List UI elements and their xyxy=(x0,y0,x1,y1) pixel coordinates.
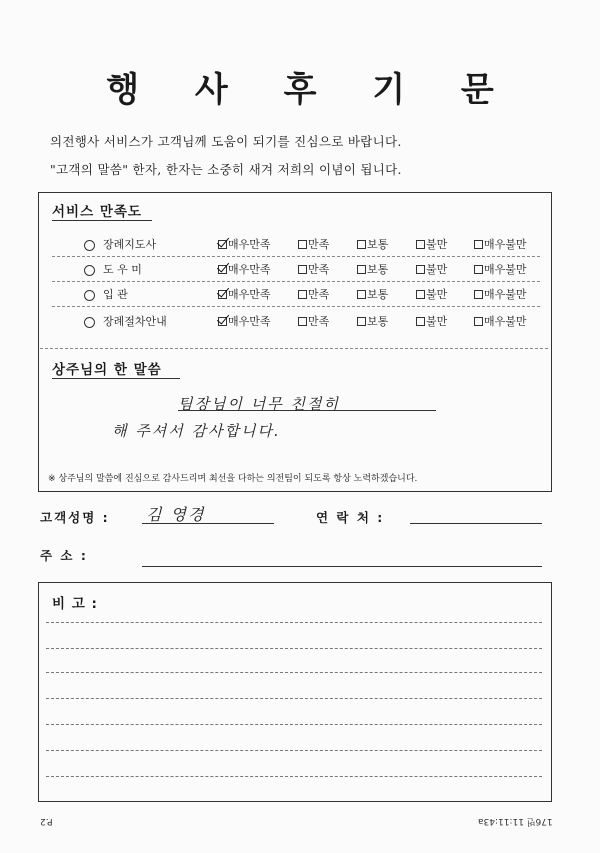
checked-checkbox-icon[interactable] xyxy=(218,265,227,274)
remarks-line[interactable] xyxy=(46,724,542,725)
remarks-line[interactable] xyxy=(46,648,542,649)
checkbox-icon[interactable] xyxy=(474,290,483,299)
satisfaction-option[interactable] xyxy=(474,313,527,329)
option-label: 매우만족 xyxy=(228,238,271,251)
option-label: 보통 xyxy=(367,315,389,328)
satisfaction-option[interactable] xyxy=(218,313,271,329)
intro-line-1: 의전행사 서비스가 고객님께 도움이 되기를 진심으로 바랍니다. xyxy=(50,134,402,149)
option-label: 불만 xyxy=(426,238,448,251)
checked-checkbox-icon[interactable] xyxy=(218,240,227,249)
remarks-heading: 비 고 : xyxy=(52,596,98,612)
handwritten-comment-line-2: 해 주셔서 감사합니다. xyxy=(112,422,281,440)
checkbox-icon[interactable] xyxy=(474,265,483,274)
remarks-box xyxy=(38,582,552,802)
option-label: 보통 xyxy=(367,288,389,301)
section-divider xyxy=(40,348,548,349)
circle-bullet-icon xyxy=(84,240,95,251)
checkbox-icon[interactable] xyxy=(298,240,307,249)
option-label: 만족 xyxy=(308,288,330,301)
customer-name-label: 고객성명 : xyxy=(40,510,110,525)
option-label: 매우만족 xyxy=(228,263,271,276)
option-label: 매우불만 xyxy=(484,315,527,328)
checkbox-icon[interactable] xyxy=(474,240,483,249)
satisfaction-option[interactable] xyxy=(416,236,447,252)
satisfaction-option[interactable] xyxy=(474,261,527,277)
item-label-text: 도 우 미 xyxy=(103,263,142,276)
option-label: 만족 xyxy=(308,263,330,276)
satisfaction-option[interactable] xyxy=(298,236,329,252)
option-label: 만족 xyxy=(308,315,330,328)
contact-field[interactable] xyxy=(410,523,542,524)
address-label: 주 소 : xyxy=(40,548,88,563)
remarks-line[interactable] xyxy=(46,750,542,751)
satisfaction-heading: 서비스 만족도 xyxy=(52,200,152,221)
option-label: 만족 xyxy=(308,238,330,251)
fax-stamp: 176번 11:11:43a xyxy=(478,816,553,826)
checkbox-icon[interactable] xyxy=(357,265,366,274)
checkbox-icon[interactable] xyxy=(416,290,425,299)
option-label: 보통 xyxy=(367,238,389,251)
circle-bullet-icon xyxy=(84,265,95,276)
satisfaction-option[interactable] xyxy=(218,261,271,277)
checkbox-icon[interactable] xyxy=(416,265,425,274)
item-label-text: 장례지도사 xyxy=(103,238,157,251)
satisfaction-item-label xyxy=(84,286,128,302)
satisfaction-option[interactable] xyxy=(357,261,388,277)
intro-line-2: "고객의 말씀" 한자, 한자는 소중히 새겨 저희의 이념이 됩니다. xyxy=(50,162,402,177)
satisfaction-option[interactable] xyxy=(474,236,527,252)
circle-bullet-icon xyxy=(84,317,95,328)
satisfaction-option[interactable] xyxy=(298,286,329,302)
comment-underline-1 xyxy=(178,410,436,411)
satisfaction-option[interactable] xyxy=(298,261,329,277)
page-title: 행 사 후 기 문 xyxy=(106,70,516,110)
remarks-line[interactable] xyxy=(46,672,542,673)
satisfaction-item-label xyxy=(84,313,167,329)
address-field[interactable] xyxy=(142,566,542,567)
checkbox-icon[interactable] xyxy=(298,317,307,326)
checked-checkbox-icon[interactable] xyxy=(218,317,227,326)
page-number: P.2 xyxy=(40,816,53,826)
checked-checkbox-icon[interactable] xyxy=(218,290,227,299)
customer-name-field[interactable] xyxy=(142,523,274,524)
circle-bullet-icon xyxy=(84,290,95,301)
checkbox-icon[interactable] xyxy=(416,317,425,326)
satisfaction-option[interactable] xyxy=(357,286,388,302)
option-label: 보통 xyxy=(367,263,389,276)
option-label: 불만 xyxy=(426,263,448,276)
item-label-text: 입 관 xyxy=(103,288,128,301)
satisfaction-option[interactable] xyxy=(416,313,447,329)
handwritten-comment-line-1: 팀장님이 너무 친절히 xyxy=(178,395,340,413)
option-label: 매우만족 xyxy=(228,315,271,328)
item-label-text: 장례절차안내 xyxy=(103,315,167,328)
option-label: 매우불만 xyxy=(484,263,527,276)
checkbox-icon[interactable] xyxy=(357,317,366,326)
checkbox-icon[interactable] xyxy=(357,240,366,249)
checkbox-icon[interactable] xyxy=(474,317,483,326)
row-divider xyxy=(52,256,540,257)
remarks-line[interactable] xyxy=(46,698,542,699)
remarks-line[interactable] xyxy=(46,622,542,623)
checkbox-icon[interactable] xyxy=(357,290,366,299)
satisfaction-item-label xyxy=(84,261,142,277)
checkbox-icon[interactable] xyxy=(416,240,425,249)
satisfaction-option[interactable] xyxy=(474,286,527,302)
satisfaction-option[interactable] xyxy=(357,313,388,329)
option-label: 매우불만 xyxy=(484,238,527,251)
row-divider xyxy=(52,281,540,282)
checkbox-icon[interactable] xyxy=(298,265,307,274)
comments-note: ※ 상주님의 말씀에 진심으로 감사드리며 최선을 다하는 의전팀이 되도록 항상 노력하겠습니다. xyxy=(48,474,418,484)
satisfaction-option[interactable] xyxy=(416,286,447,302)
option-label: 매우불만 xyxy=(484,288,527,301)
checkbox-icon[interactable] xyxy=(298,290,307,299)
row-divider xyxy=(52,306,540,307)
customer-name-value[interactable]: 김 영경 xyxy=(146,505,206,524)
comments-heading: 상주님의 한 말씀 xyxy=(52,358,180,379)
satisfaction-option[interactable] xyxy=(298,313,329,329)
option-label: 매우만족 xyxy=(228,288,271,301)
satisfaction-option[interactable] xyxy=(357,236,388,252)
remarks-line[interactable] xyxy=(46,776,542,777)
option-label: 불만 xyxy=(426,288,448,301)
satisfaction-item-label xyxy=(84,236,156,252)
satisfaction-option[interactable] xyxy=(416,261,447,277)
satisfaction-option[interactable] xyxy=(218,236,271,252)
option-label: 불만 xyxy=(426,315,448,328)
contact-label: 연 락 처 : xyxy=(316,510,385,525)
satisfaction-option[interactable] xyxy=(218,286,271,302)
